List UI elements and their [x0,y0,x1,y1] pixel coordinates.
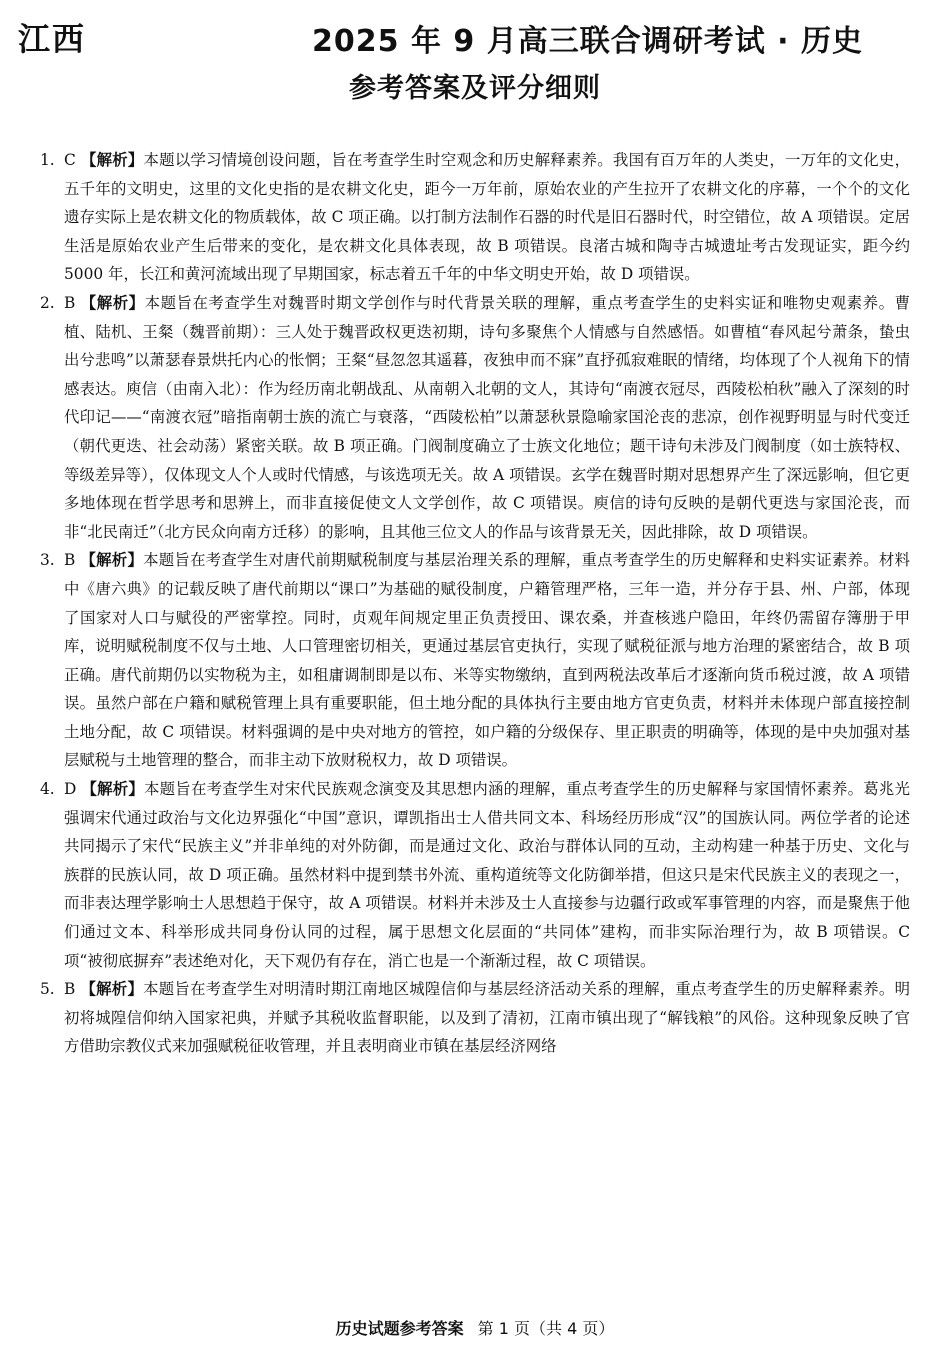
answer-item-1 [40,146,910,289]
answer-item-4 [40,775,910,975]
region-label: 江西 [18,20,87,58]
footer-label: 历史试题参考答案 [335,1319,464,1338]
item-answer: D [64,780,77,799]
answer-item-2 [40,289,910,546]
item-answer: B [64,293,76,312]
item-number: 4. [40,780,55,799]
item-number: 3. [40,551,55,570]
answer-item-3 [40,546,910,775]
item-answer: B [64,980,76,999]
analysis-tag: 【解析】 [80,151,144,169]
item-number: 1. [40,151,55,169]
page-subtitle: 参考答案及评分细则 [349,73,601,104]
item-text: 本题旨在考查学生对宋代民族观念演变及其思想内涵的理解，重点考查学生的历史解释与家国情怀素养。葛兆光强调宋代通过政治与文化边界强化“中国”意识，谭凯指出士人借共同文本、科场经历形成“汉”的国族认同。两位学者的论述共同揭示了宋代“民族主义”并非单纯的对外防御，而是通过文化、政治与群体认同的互动，主动构建一种基于历史、文化与族群的民族认同，故 D 项正确。虽然材料中提到禁书外流、重构道统等文化防御举措，但这只是宋代民族主义的表现之一，而非表达理学影响士人思想趋于保守，故 A 项错误。材料并未涉及士人直接参与边疆行政或军事管理的内容，而是聚焦于他们通过文本、科举形成共同身份认同的过程，属于思想文化层面的“共同体”建构，而非实际治理行为，故 B 项错误。C 项“被彻底摒弃”表述绝对化，天下观仍有存在，消亡也是一个渐渐过程，故 C 项错误。 [64,780,910,970]
analysis-tag: 【解析】 [81,780,145,799]
analysis-tag: 【解析】 [80,551,144,570]
item-text: 本题旨在考查学生对魏晋时期文学创作与时代背景关联的理解，重点考查学生的史料实证和唯物史观素养。曹植、陆机、王粲（魏晋前期）：三人处于魏晋政权更迭初期，诗句多聚焦个人情感与自然感悟。如曹植“春风起兮萧条，蛰虫出兮悲鸣”以萧瑟春景烘托内心的怅惘；王粲“昼忽忽其遥暮，夜独申而不寐”直抒孤寂难眠的情绪，均体现了个人视角下的情感表达。庾信（由南入北）：作为经历南北朝战乱、从南朝入北朝的文人，其诗句“南渡衣冠尽，西陵松柏秋”融入了深刻的时代印记——“南渡衣冠”暗指南朝士族的流亡与衰落，“西陵松柏”以萧瑟秋景隐喻家国沦丧的悲凉，创作视野明显与时代变迁（朝代更迭、社会动荡）紧密关联。故 B 项正确。门阀制度确立了士族文化地位；题干诗句未涉及门阀制度（如士族特权、等级差异等），仅体现文人个人或时代情感，与该选项无关。故 A 项错误。玄学在魏晋时期对思想界产生了深远影响，但它更多地体现在哲学思考和思辨上，而非直接促使文人文学创作，故 C 项错误。庾信的诗句反映的是朝代更迭与家国沦丧，而非“北民南迁”（北方民众向南方迁移）的影响，且其他三位文人的作品与该背景无关，因此排除，故 D 项错误。 [64,293,910,541]
analysis-tag: 【解析】 [80,980,144,999]
answer-list [40,146,910,1061]
item-text: 本题以学习情境创设问题，旨在考查学生时空观念和历史解释素养。我国有百万年的人类史，一万年的文化史，五千年的文明史，这里的文化史指的是农耕文化史，距今一万年前，原始农业的产生拉开了农耕文化的序幕，一个个的文化遗存实际上是农耕文化的物质载体，故 C 项正确。以打制方法制作石器的时代是旧石器时代，时空错位，故 A 项错误。定居生活是原始农业产生后带来的变化，是农耕文化具体表现，故 B 项错误。良渚古城和陶寺古城遗址考古发现证实，距今约 5000 年，长江和黄河流域出现了早期国家，标志着五千年的中华文明史开始，故 D 项错误。 [64,151,910,284]
page-number: 第 1 页（共 4 页） [477,1319,615,1338]
answer-item-5 [40,975,910,1061]
item-text: 本题旨在考查学生对明清时期江南地区城隍信仰与基层经济活动关系的理解，重点考查学生的历史解释素养。明初将城隍信仰纳入国家祀典，并赋予其税收监督职能，以及到了清初，江南市镇出现了“解钱粮”的风俗。这种现象反映了官方借助宗教仪式来加强赋税征收管理，并且表明商业市镇在基层经济网络 [64,980,910,1056]
exam-title: 2025 年 9 月高三联合调研考试 · 历史 [312,24,863,59]
item-text: 本题旨在考查学生对唐代前期赋税制度与基层治理关系的理解，重点考查学生的历史解释和史料实证素养。材料中《唐六典》的记载反映了唐代前期以“课口”为基础的赋役制度，户籍管理严格，三年一造，并分存于县、州、户部，体现了国家对人口与赋役的严密掌控。同时，贞观年间规定里正负责授田、课农桑，并查核逃户隐田，年终仍需留存簿册于甲库，说明赋税制度不仅与土地、人口管理密切相关，更通过基层官吏执行，实现了赋税征派与地方治理的紧密结合，故 B 项正确。唐代前期仍以实物税为主，如租庸调制即是以布、米等实物缴纳，直到两税法改革后才逐渐向货币税过渡，故 A 项错误。虽然户部在户籍和赋税管理上具有重要职能，但土地分配的具体执行主要由地方官吏负责，材料并未体现户部直接控制土地分配，故 C 项错误。材料强调的是中央对地方的管控，如户籍的分级保存、里正职责的明确等，体现的是中央加强对基层赋税与土地管理的整合，而非主动下放财税权力，故 D 项错误。 [64,551,910,770]
item-number: 5. [40,980,55,999]
item-answer: C [64,151,76,169]
page-footer [0,1316,950,1339]
item-answer: B [64,551,76,570]
item-number: 2. [40,293,55,312]
analysis-tag: 【解析】 [80,293,145,312]
